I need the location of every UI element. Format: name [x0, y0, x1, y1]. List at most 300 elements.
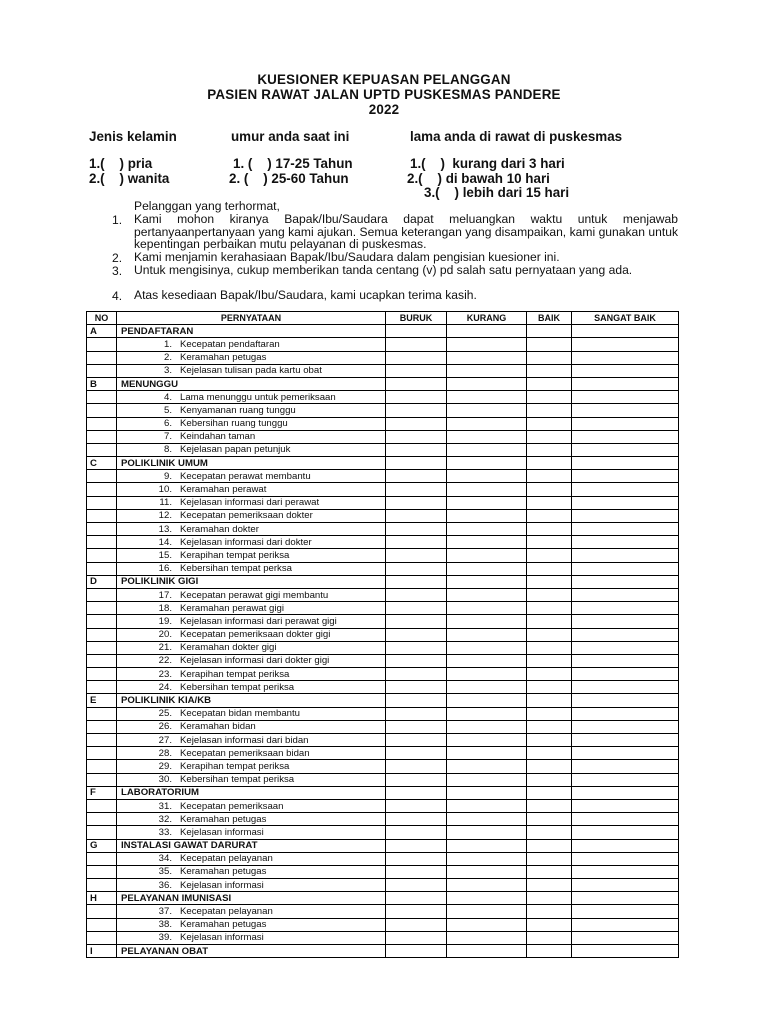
rating-cell-baik[interactable]: [527, 483, 572, 496]
statement-number: 1.: [163, 338, 172, 350]
rating-cell-baik[interactable]: [527, 404, 572, 417]
rating-cell-buruk[interactable]: [386, 707, 447, 720]
statement-text: Kecepatan pemeriksaan: [180, 800, 284, 812]
rating-cell-buruk[interactable]: [386, 826, 447, 839]
rating-cell-kurang[interactable]: [447, 707, 527, 720]
statement-number: 19.: [158, 615, 172, 627]
rating-cell-buruk[interactable]: [386, 470, 447, 483]
statement-cell: [117, 707, 386, 720]
rating-cell-baik[interactable]: [527, 588, 572, 601]
rating-cell-baik[interactable]: [527, 549, 572, 562]
statement-text: Kenyamanan ruang tunggu: [180, 404, 296, 416]
statement-number: 15.: [158, 549, 172, 561]
rating-cell-sangat-baik[interactable]: [572, 523, 679, 536]
section-empty-cell: [386, 457, 447, 470]
section-name: POLIKLINIK UMUM: [117, 457, 386, 470]
rating-cell-sangat-baik[interactable]: [572, 443, 679, 456]
duration-option-1[interactable]: 1.( ) kurang dari 3 hari: [410, 156, 565, 171]
rating-cell-sangat-baik[interactable]: [572, 865, 679, 878]
statement-number: 37.: [158, 906, 172, 918]
table-row: [87, 351, 679, 364]
rating-cell-sangat-baik[interactable]: [572, 364, 679, 377]
section-row: [87, 839, 679, 852]
intro-point-1-num: 1.: [112, 213, 123, 227]
rating-cell-buruk[interactable]: [386, 483, 447, 496]
rating-cell-baik[interactable]: [527, 681, 572, 694]
page-title-year: 2022: [368, 102, 400, 117]
rating-cell-kurang[interactable]: [447, 654, 527, 667]
rating-cell-buruk[interactable]: [386, 734, 447, 747]
statement-cell: [117, 430, 386, 443]
row-no-cell: [87, 496, 117, 509]
rating-cell-sangat-baik[interactable]: [572, 760, 679, 773]
rating-cell-buruk[interactable]: [386, 813, 447, 826]
rating-cell-kurang[interactable]: [447, 602, 527, 615]
rating-cell-kurang[interactable]: [447, 879, 527, 892]
table-row: [87, 826, 679, 839]
rating-cell-sangat-baik[interactable]: [572, 351, 679, 364]
row-no-cell: [87, 470, 117, 483]
rating-cell-sangat-baik[interactable]: [572, 931, 679, 944]
statement-cell: [117, 602, 386, 615]
rating-cell-sangat-baik[interactable]: [572, 615, 679, 628]
section-code: I: [87, 945, 117, 958]
table-row: [87, 760, 679, 773]
row-no-cell: [87, 720, 117, 733]
rating-cell-kurang[interactable]: [447, 931, 527, 944]
rating-cell-sangat-baik[interactable]: [572, 826, 679, 839]
section-row: [87, 786, 679, 799]
rating-cell-sangat-baik[interactable]: [572, 549, 679, 562]
statement-number: 20.: [158, 629, 172, 641]
statement-cell: [117, 338, 386, 351]
rating-cell-baik[interactable]: [527, 707, 572, 720]
rating-cell-kurang[interactable]: [447, 681, 527, 694]
rating-cell-buruk[interactable]: [386, 496, 447, 509]
statement-text: Keramahan petugas: [180, 919, 267, 931]
statement-cell: [117, 470, 386, 483]
row-no-cell: [87, 734, 117, 747]
rating-cell-buruk[interactable]: [386, 391, 447, 404]
duration-option-2[interactable]: 2.( ) di bawah 10 hari: [407, 171, 550, 186]
section-row: [87, 892, 679, 905]
rating-cell-buruk[interactable]: [386, 852, 447, 865]
rating-cell-baik[interactable]: [527, 813, 572, 826]
intro-point-4-num: 4.: [112, 289, 123, 303]
header-statement: PERNYATAAN: [117, 312, 386, 325]
rating-cell-baik[interactable]: [527, 470, 572, 483]
section-name: POLIKLINIK GIGI: [117, 575, 386, 588]
rating-cell-sangat-baik[interactable]: [572, 602, 679, 615]
rating-cell-baik[interactable]: [527, 562, 572, 575]
rating-cell-sangat-baik[interactable]: [572, 628, 679, 641]
row-no-cell: [87, 430, 117, 443]
age-option-17-25[interactable]: 1. ( ) 17-25 Tahun: [233, 156, 353, 171]
intro-point-2-num: 2.: [112, 251, 123, 265]
rating-cell-kurang[interactable]: [447, 549, 527, 562]
section-empty-cell: [527, 575, 572, 588]
statement-cell: [117, 931, 386, 944]
rating-cell-baik[interactable]: [527, 364, 572, 377]
statement-cell: [117, 852, 386, 865]
rating-cell-baik[interactable]: [527, 496, 572, 509]
rating-cell-kurang[interactable]: [447, 641, 527, 654]
section-row: [87, 325, 679, 338]
statement-number: 24.: [158, 681, 172, 693]
rating-cell-buruk[interactable]: [386, 615, 447, 628]
row-no-cell: [87, 668, 117, 681]
header-fair: KURANG: [447, 312, 527, 325]
rating-cell-baik[interactable]: [527, 391, 572, 404]
rating-cell-kurang[interactable]: [447, 799, 527, 812]
rating-cell-buruk[interactable]: [386, 364, 447, 377]
rating-cell-baik[interactable]: [527, 338, 572, 351]
table-row: [87, 879, 679, 892]
rating-cell-buruk[interactable]: [386, 523, 447, 536]
rating-cell-baik[interactable]: [527, 430, 572, 443]
rating-cell-kurang[interactable]: [447, 338, 527, 351]
row-no-cell: [87, 364, 117, 377]
gender-option-female[interactable]: 2.( ) wanita: [89, 171, 170, 186]
table-row: [87, 747, 679, 760]
section-empty-cell: [572, 377, 679, 390]
section-code: H: [87, 892, 117, 905]
table-row: [87, 905, 679, 918]
rating-cell-buruk[interactable]: [386, 417, 447, 430]
rating-cell-buruk[interactable]: [386, 404, 447, 417]
rating-cell-baik[interactable]: [527, 641, 572, 654]
section-row: [87, 575, 679, 588]
statement-text: Kecepatan pelayanan: [180, 853, 273, 865]
rating-cell-baik[interactable]: [527, 615, 572, 628]
rating-cell-sangat-baik[interactable]: [572, 799, 679, 812]
rating-cell-sangat-baik[interactable]: [572, 536, 679, 549]
statement-cell: [117, 826, 386, 839]
rating-cell-baik[interactable]: [527, 443, 572, 456]
statement-cell: [117, 668, 386, 681]
rating-cell-buruk[interactable]: [386, 773, 447, 786]
age-label: umur anda saat ini: [231, 129, 350, 144]
rating-cell-baik[interactable]: [527, 351, 572, 364]
rating-cell-baik[interactable]: [527, 905, 572, 918]
section-empty-cell: [527, 325, 572, 338]
rating-cell-buruk[interactable]: [386, 430, 447, 443]
rating-cell-baik[interactable]: [527, 417, 572, 430]
section-empty-cell: [572, 945, 679, 958]
rating-cell-sangat-baik[interactable]: [572, 483, 679, 496]
rating-cell-kurang[interactable]: [447, 417, 527, 430]
statement-text: Keramahan petugas: [180, 866, 267, 878]
rating-cell-kurang[interactable]: [447, 562, 527, 575]
rating-cell-baik[interactable]: [527, 865, 572, 878]
rating-cell-kurang[interactable]: [447, 430, 527, 443]
table-row: [87, 562, 679, 575]
section-code: F: [87, 786, 117, 799]
statement-number: 2.: [163, 352, 172, 364]
rating-cell-buruk[interactable]: [386, 536, 447, 549]
rating-cell-kurang[interactable]: [447, 760, 527, 773]
statement-number: 7.: [163, 431, 172, 443]
section-row: [87, 945, 679, 958]
statement-text: Kebersihan ruang tunggu: [180, 418, 288, 430]
rating-cell-sangat-baik[interactable]: [572, 879, 679, 892]
rating-cell-baik[interactable]: [527, 826, 572, 839]
rating-cell-baik[interactable]: [527, 509, 572, 522]
duration-label: lama anda di rawat di puskesmas: [410, 129, 623, 144]
rating-cell-kurang[interactable]: [447, 588, 527, 601]
rating-cell-kurang[interactable]: [447, 404, 527, 417]
statement-cell: [117, 496, 386, 509]
rating-cell-sangat-baik[interactable]: [572, 681, 679, 694]
statement-text: Kecepatan perawat gigi membantu: [180, 589, 329, 601]
rating-cell-kurang[interactable]: [447, 483, 527, 496]
rating-cell-kurang[interactable]: [447, 351, 527, 364]
rating-cell-kurang[interactable]: [447, 773, 527, 786]
rating-cell-buruk[interactable]: [386, 641, 447, 654]
rating-cell-buruk[interactable]: [386, 799, 447, 812]
statement-cell: [117, 483, 386, 496]
statement-number: 34.: [158, 853, 172, 865]
rating-cell-buruk[interactable]: [386, 760, 447, 773]
section-empty-cell: [447, 945, 527, 958]
row-no-cell: [87, 865, 117, 878]
rating-cell-sangat-baik[interactable]: [572, 496, 679, 509]
row-no-cell: [87, 918, 117, 931]
rating-cell-buruk[interactable]: [386, 865, 447, 878]
rating-cell-baik[interactable]: [527, 879, 572, 892]
rating-cell-kurang[interactable]: [447, 852, 527, 865]
statement-text: Kejelasan papan petunjuk: [180, 444, 291, 456]
section-empty-cell: [572, 786, 679, 799]
section-name: LABORATORIUM: [117, 786, 386, 799]
row-no-cell: [87, 826, 117, 839]
rating-cell-sangat-baik[interactable]: [572, 773, 679, 786]
section-empty-cell: [572, 892, 679, 905]
section-empty-cell: [527, 694, 572, 707]
rating-cell-baik[interactable]: [527, 799, 572, 812]
section-empty-cell: [572, 839, 679, 852]
rating-cell-baik[interactable]: [527, 747, 572, 760]
rating-cell-kurang[interactable]: [447, 628, 527, 641]
rating-cell-baik[interactable]: [527, 654, 572, 667]
rating-cell-baik[interactable]: [527, 628, 572, 641]
rating-cell-kurang[interactable]: [447, 813, 527, 826]
statement-text: Kecepatan pendaftaran: [180, 338, 280, 350]
rating-cell-buruk[interactable]: [386, 668, 447, 681]
section-empty-cell: [386, 575, 447, 588]
statement-cell: [117, 509, 386, 522]
rating-cell-kurang[interactable]: [447, 536, 527, 549]
gender-label: Jenis kelamin: [89, 129, 177, 144]
statement-cell: [117, 654, 386, 667]
statement-number: 4.: [163, 391, 172, 403]
header-good: BAIK: [527, 312, 572, 325]
rating-cell-sangat-baik[interactable]: [572, 338, 679, 351]
section-empty-cell: [447, 377, 527, 390]
statement-cell: [117, 417, 386, 430]
row-no-cell: [87, 615, 117, 628]
statement-text: Kejelasan informasi dari dokter: [180, 536, 312, 548]
section-row: [87, 694, 679, 707]
rating-cell-buruk[interactable]: [386, 879, 447, 892]
rating-cell-baik[interactable]: [527, 760, 572, 773]
rating-cell-baik[interactable]: [527, 523, 572, 536]
rating-cell-kurang[interactable]: [447, 364, 527, 377]
rating-cell-buruk[interactable]: [386, 562, 447, 575]
rating-cell-baik[interactable]: [527, 602, 572, 615]
section-code: C: [87, 457, 117, 470]
rating-cell-sangat-baik[interactable]: [572, 562, 679, 575]
statement-text: Keramahan petugas: [180, 352, 267, 364]
statement-text: Kerapihan tempat periksa: [180, 760, 290, 772]
table-row: [87, 865, 679, 878]
row-no-cell: [87, 549, 117, 562]
rating-cell-buruk[interactable]: [386, 654, 447, 667]
statement-number: 23.: [158, 668, 172, 680]
rating-cell-buruk[interactable]: [386, 351, 447, 364]
statement-number: 10.: [158, 484, 172, 496]
rating-cell-sangat-baik[interactable]: [572, 391, 679, 404]
rating-cell-baik[interactable]: [527, 931, 572, 944]
rating-cell-kurang[interactable]: [447, 496, 527, 509]
statement-text: Keramahan dokter: [180, 523, 259, 535]
rating-cell-sangat-baik[interactable]: [572, 668, 679, 681]
row-no-cell: [87, 628, 117, 641]
rating-cell-sangat-baik[interactable]: [572, 404, 679, 417]
rating-cell-buruk[interactable]: [386, 720, 447, 733]
rating-cell-buruk[interactable]: [386, 905, 447, 918]
rating-cell-sangat-baik[interactable]: [572, 707, 679, 720]
statement-text: Keramahan perawat gigi: [180, 602, 284, 614]
statement-cell: [117, 562, 386, 575]
section-empty-cell: [386, 694, 447, 707]
rating-cell-kurang[interactable]: [447, 747, 527, 760]
rating-cell-baik[interactable]: [527, 720, 572, 733]
table-row: [87, 483, 679, 496]
rating-cell-baik[interactable]: [527, 773, 572, 786]
rating-cell-sangat-baik[interactable]: [572, 417, 679, 430]
section-empty-cell: [386, 786, 447, 799]
rating-cell-sangat-baik[interactable]: [572, 720, 679, 733]
rating-cell-baik[interactable]: [527, 734, 572, 747]
rating-cell-sangat-baik[interactable]: [572, 470, 679, 483]
statement-number: 33.: [158, 826, 172, 838]
row-no-cell: [87, 562, 117, 575]
rating-cell-buruk[interactable]: [386, 443, 447, 456]
statement-number: 27.: [158, 734, 172, 746]
gender-option-male[interactable]: 1.( ) pria: [89, 156, 153, 171]
statement-number: 29.: [158, 760, 172, 772]
rating-cell-sangat-baik[interactable]: [572, 734, 679, 747]
rating-cell-kurang[interactable]: [447, 615, 527, 628]
rating-cell-sangat-baik[interactable]: [572, 918, 679, 931]
rating-cell-buruk[interactable]: [386, 588, 447, 601]
section-empty-cell: [527, 457, 572, 470]
table-row: [87, 654, 679, 667]
rating-cell-baik[interactable]: [527, 668, 572, 681]
rating-cell-sangat-baik[interactable]: [572, 588, 679, 601]
rating-cell-sangat-baik[interactable]: [572, 641, 679, 654]
rating-cell-kurang[interactable]: [447, 509, 527, 522]
statement-number: 32.: [158, 813, 172, 825]
statement-cell: [117, 404, 386, 417]
rating-cell-sangat-baik[interactable]: [572, 852, 679, 865]
rating-cell-sangat-baik[interactable]: [572, 813, 679, 826]
statement-cell: [117, 523, 386, 536]
table-row: [87, 509, 679, 522]
section-empty-cell: [527, 377, 572, 390]
section-empty-cell: [572, 575, 679, 588]
statement-text: Kejelasan informasi: [180, 826, 264, 838]
statement-number: 8.: [163, 444, 172, 456]
questionnaire-table: [86, 311, 679, 958]
rating-cell-buruk[interactable]: [386, 747, 447, 760]
rating-cell-sangat-baik[interactable]: [572, 509, 679, 522]
statement-number: 12.: [158, 510, 172, 522]
rating-cell-buruk[interactable]: [386, 628, 447, 641]
rating-cell-baik[interactable]: [527, 536, 572, 549]
rating-cell-kurang[interactable]: [447, 720, 527, 733]
statement-number: 17.: [158, 589, 172, 601]
rating-cell-kurang[interactable]: [447, 865, 527, 878]
age-option-25-60[interactable]: 2. ( ) 25-60 Tahun: [229, 171, 349, 186]
rating-cell-baik[interactable]: [527, 852, 572, 865]
statement-text: Kerapihan tempat periksa: [180, 549, 290, 561]
rating-cell-kurang[interactable]: [447, 523, 527, 536]
rating-cell-buruk[interactable]: [386, 931, 447, 944]
row-no-cell: [87, 760, 117, 773]
duration-option-3[interactable]: 3.( ) lebih dari 15 hari: [424, 185, 570, 200]
rating-cell-kurang[interactable]: [447, 905, 527, 918]
row-no-cell: [87, 773, 117, 786]
rating-cell-sangat-baik[interactable]: [572, 905, 679, 918]
rating-cell-buruk[interactable]: [386, 681, 447, 694]
table-row: [87, 720, 679, 733]
section-code: G: [87, 839, 117, 852]
statement-number: 28.: [158, 747, 172, 759]
rating-cell-buruk[interactable]: [386, 509, 447, 522]
rating-cell-kurang[interactable]: [447, 734, 527, 747]
statement-number: 18.: [158, 602, 172, 614]
rating-cell-sangat-baik[interactable]: [572, 747, 679, 760]
rating-cell-buruk[interactable]: [386, 602, 447, 615]
row-no-cell: [87, 654, 117, 667]
statement-text: Kejelasan informasi dari dokter gigi: [180, 655, 330, 667]
row-no-cell: [87, 641, 117, 654]
rating-cell-buruk[interactable]: [386, 549, 447, 562]
rating-cell-kurang[interactable]: [447, 443, 527, 456]
table-row: [87, 588, 679, 601]
section-empty-cell: [386, 839, 447, 852]
rating-cell-sangat-baik[interactable]: [572, 654, 679, 667]
rating-cell-kurang[interactable]: [447, 470, 527, 483]
row-no-cell: [87, 391, 117, 404]
statement-cell: [117, 364, 386, 377]
rating-cell-sangat-baik[interactable]: [572, 430, 679, 443]
rating-cell-kurang[interactable]: [447, 668, 527, 681]
section-empty-cell: [386, 945, 447, 958]
intro-greeting: Pelanggan yang terhormat,: [134, 199, 280, 213]
rating-cell-buruk[interactable]: [386, 918, 447, 931]
rating-cell-buruk[interactable]: [386, 338, 447, 351]
intro-point-3-num: 3.: [112, 264, 123, 278]
rating-cell-baik[interactable]: [527, 918, 572, 931]
rating-cell-kurang[interactable]: [447, 918, 527, 931]
rating-cell-kurang[interactable]: [447, 826, 527, 839]
rating-cell-kurang[interactable]: [447, 391, 527, 404]
section-empty-cell: [386, 377, 447, 390]
section-empty-cell: [447, 839, 527, 852]
